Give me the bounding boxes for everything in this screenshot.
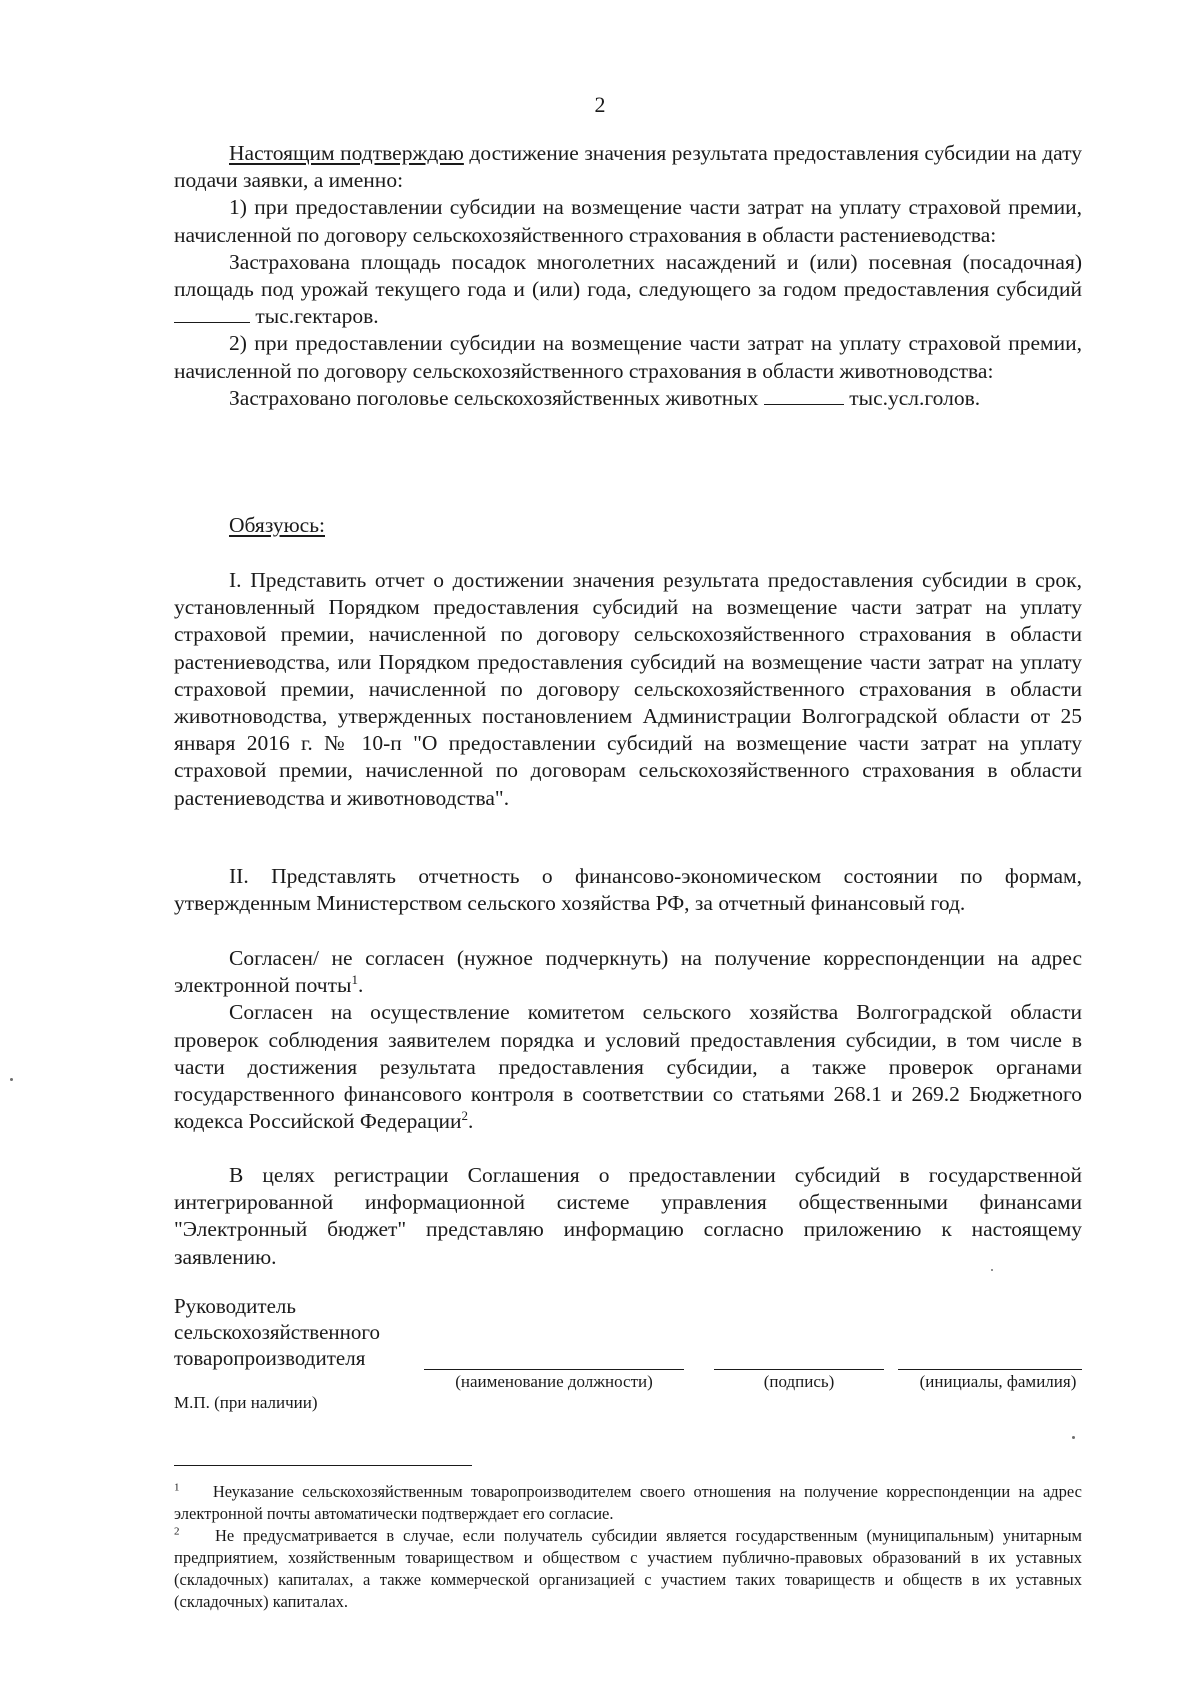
insured-livestock-text: Застраховано поголовье сельскохозяйственных животных bbox=[229, 385, 759, 410]
insured-area-blank bbox=[174, 304, 250, 323]
registration-text: В целях регистрации Соглашения о предоставлении субсидий в государственной интегрированной информационной системе управления общественными финансами "Электронный бюджет" представляю информацию согласно приложению к настоящему заявлению. bbox=[174, 1163, 1082, 1269]
footnote-separator bbox=[174, 1465, 472, 1466]
obligation-2-text: II. Представлять отчетность о финансово-экономическом состоянии по формам, утвержденным Министерством сельского хозяйства РФ, за отчетный финансовый год. bbox=[174, 864, 1082, 916]
insured-livestock bbox=[174, 385, 1082, 412]
insured-area-unit: тыс.гектаров. bbox=[255, 304, 379, 329]
position-line bbox=[424, 1369, 684, 1370]
confirmation-lead bbox=[174, 140, 1082, 194]
obligations-section bbox=[174, 512, 1082, 539]
caption-name: (инициалы, фамилия) bbox=[919, 1372, 1077, 1391]
consent-inspection-text: Согласен на осуществление комитетом сельского хозяйства Волгоградской области проверок соблюдения заявителем порядка и условий предоставления субсидии, в том числе в части достижения результата предоставления субсидии, а также проверок органами государственного финансового контроля в соответствии со статьями 268.1 и 269.2 Бюджетного кодекса Российской Федерации bbox=[174, 1000, 1082, 1134]
insured-livestock-unit: тыс.усл.голов. bbox=[849, 385, 981, 410]
consent-inspection bbox=[174, 999, 1082, 1135]
scan-speck bbox=[991, 1269, 993, 1271]
consent-email bbox=[174, 945, 1082, 999]
signer-line-1: Руководитель bbox=[174, 1294, 296, 1318]
footnote-2-text: Не предусматривается в случае, если получатель субсидии является государственным (муниципальным) унитарным предприятием, хозяйственным товариществом и обществом с участием публично-правовых образований в их уставных (складочных) капиталах, а также коммерческой организацией с участием таких товариществ и обществ в их уставных (складочных) капиталах. bbox=[174, 1526, 1082, 1611]
scan-speck bbox=[10, 1078, 13, 1081]
caption-position: (наименование должности) bbox=[455, 1372, 653, 1391]
obligations-heading bbox=[174, 512, 1082, 539]
signer-line-3: товаропроизводителя bbox=[174, 1346, 366, 1370]
name-line bbox=[898, 1369, 1082, 1370]
consent-inspection-end: . bbox=[467, 1109, 474, 1134]
insured-livestock-blank bbox=[764, 386, 844, 405]
confirmation-section bbox=[174, 140, 1082, 412]
signature-line bbox=[714, 1369, 884, 1370]
signer-line-2: сельскохозяйственного bbox=[174, 1320, 380, 1344]
consent-email-text: Согласен/ не согласен (нужное подчеркнуть) на получение корреспонденции на адрес электронной почты bbox=[174, 946, 1082, 998]
footnote-ref-1: 1 bbox=[351, 972, 358, 988]
footnotes bbox=[174, 1481, 1082, 1613]
item-livestock: 2) при предоставлении субсидии на возмещение части затрат на уплату страховой премии, начисленной по договору сельскохозяйственного страхования в области животноводства: bbox=[174, 331, 1082, 383]
insured-area bbox=[174, 249, 1082, 331]
obligations-heading-text: Обязуюсь: bbox=[229, 513, 325, 537]
obligation-1 bbox=[174, 567, 1082, 812]
caption-signature: (подпись) bbox=[763, 1372, 835, 1391]
obligation-1-text: I. Представить отчет о достижении значения результата предоставления субсидии в срок, установленный Порядком предоставления субсидий на возмещение части затрат на уплату страховой премии, начисленной по договору сельскохозяйственного страхования в области растениеводства, или Порядком предоставления субсидий на возмещение части затрат на уплату страховой премии, начисленной по договору сельскохозяйственного страхования в области животноводства, утвержденных постановлением Администрации Волгоградской области от 25 января 2016 г. № 10-п "О предоставлении субсидий на возмещение части затрат на уплату страховой премии, начисленной по договорам сельскохозяйственного страхования в области растениеводства и животноводства". bbox=[174, 568, 1082, 810]
consents-section bbox=[174, 945, 1082, 1135]
item-crops: 1) при предоставлении субсидии на возмещение части затрат на уплату страховой премии, начисленной по договору сельскохозяйственного страхования в области растениеводства: bbox=[174, 195, 1082, 247]
footnote-2-mark: 2 bbox=[174, 1525, 180, 1538]
footnote-1-mark: 1 bbox=[174, 1481, 180, 1494]
confirm-underlined: Настоящим подтверждаю bbox=[229, 141, 464, 165]
insured-area-text: Застрахована площадь посадок многолетних насаждений и (или) посевная (посадочная) площадь под урожай текущего года и (или) года, следующего за годом предоставления субсидий bbox=[174, 249, 1082, 302]
consent-email-end: . bbox=[357, 973, 364, 998]
confirm-lead-rest: достижение значения результата предоставления субсидии на дату подачи заявки, а именно: bbox=[174, 141, 1083, 193]
obligation-2 bbox=[174, 863, 1082, 917]
footnote-1-text: Неуказание сельскохозяйственным товаропроизводителем своего отношения на получение корреспонденции на адрес электронной почты автоматически подтверждает его согласие. bbox=[174, 1482, 1082, 1523]
scan-speck bbox=[1072, 1436, 1075, 1439]
registration-section bbox=[174, 1162, 1082, 1271]
footnote-2 bbox=[174, 1525, 1082, 1613]
stamp-place: М.П. (при наличии) bbox=[174, 1393, 318, 1412]
footnote-ref-2: 2 bbox=[461, 1108, 468, 1124]
page-number: 2 bbox=[594, 92, 606, 117]
signature-block bbox=[174, 1293, 1082, 1371]
footnote-1 bbox=[174, 1481, 1082, 1525]
